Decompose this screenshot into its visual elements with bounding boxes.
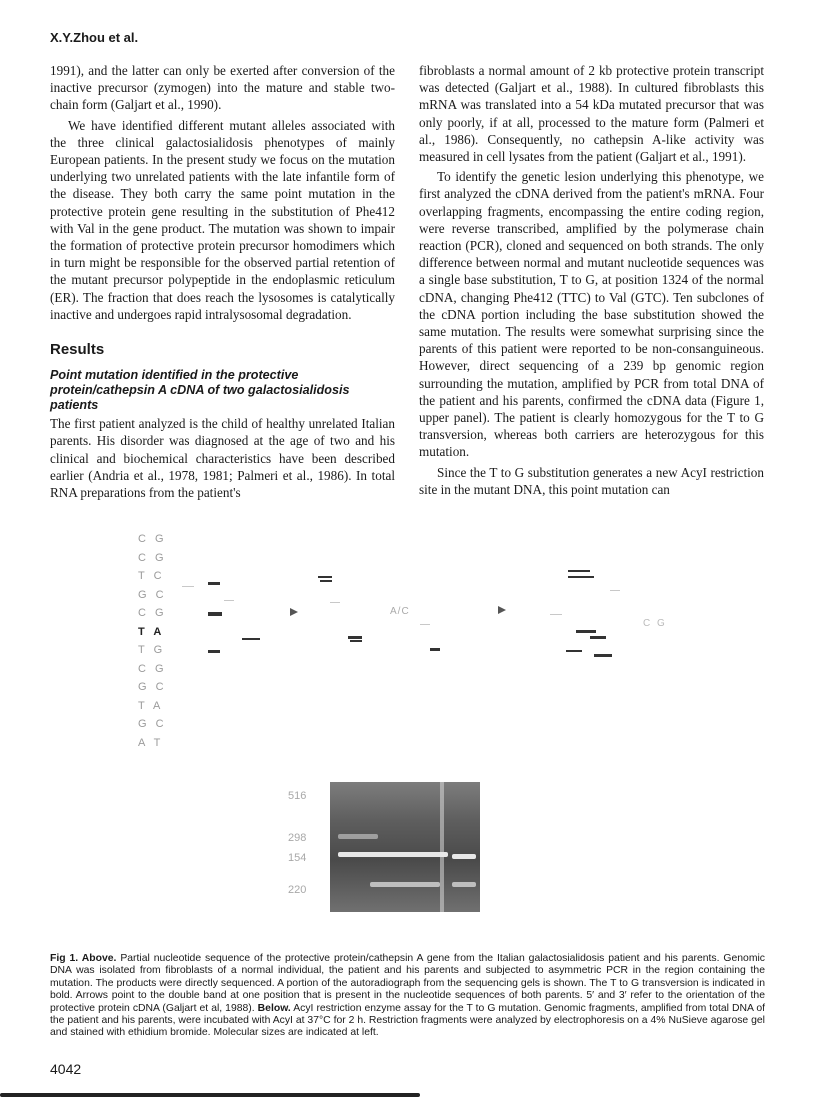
- sequencing-gel-figure: [130, 510, 690, 760]
- right-paragraph-1: fibroblasts a normal amount of 2 kb protective protein transcript was detected (Galjart et al., 1988). In cultured fibroblasts this mRNA was translated into a 54 kDa mutated precursor that was only poorly, if at all, processed to the mature form (Palmeri et al., 1986). Consequently, no cathepsin A-like activity was measured in cell lysates from the patient (Galjart et al., 1991).: [419, 63, 764, 165]
- caption-text-above: Partial nucleotide sequence of the protective protein/cathepsin A gene from the Italian galactosialidosis patient and his parents. Genomic DNA was isolated from fibroblasts of a normal individual, the patient and his parents and subjected to asymmetric PCR in the region containing the mutation. The products were directly sequenced. A portion of the autoradiograph from the sequencing gels is shown. The T to G transversion is indicated in bold. Arrows point to the double band at one position that is present in the nucleotide sequences of both parents. 5′ and 3′ refer to the orientation of the protective protein cDNA (Galjart et al, 1988).: [50, 953, 765, 1014]
- right-paragraph-3: Since the T to G substitution generates a new AcyI restriction site in the mutant DNA, this point mutation can: [419, 464, 764, 497]
- sequence-row: G C: [138, 681, 167, 693]
- size-label: 220: [288, 884, 307, 896]
- gel-band: [338, 852, 448, 857]
- right-column: [419, 62, 764, 498]
- caption-text-below: AcyI restriction enzyme assay for the T to G mutation. Genomic fragments, amplified from total DNA of the patient and his parents, were incubated with AcyI at 37°C for 2 h. Restriction fragments were analyzed by electrophoresis on a 4% NuSieve agarose gel and stained with ethidium bromide. Molecular sizes are indicated at left.: [50, 1002, 765, 1039]
- lane-divider: [440, 782, 444, 912]
- mid-sequence-label: A/C: [390, 606, 410, 617]
- figure-caption: [50, 953, 765, 1040]
- sequence-row: C G: [138, 533, 167, 545]
- left-paragraph-1: 1991), and the latter can only be exerted after conversion of the inactive precursor (zymogen) into the mature and stable two-chain form (Galjart et al., 1990).: [50, 63, 395, 113]
- sequence-row: C G: [138, 607, 167, 619]
- sequence-row: G C: [138, 718, 167, 730]
- caption-lead: Fig 1. Above.: [50, 953, 117, 964]
- sequence-row: T C: [138, 570, 165, 582]
- left-paragraph-3: The first patient analyzed is the child of healthy unrelated Italian parents. His disorder was diagnosed at the age of two and his clinical and biochemical characteristics have been described earlier (Andria et al., 1978, 1981; Palmeri et al., 1986). In total RNA preparations from the patient's: [50, 416, 395, 501]
- bottom-rule: [0, 1093, 420, 1097]
- section-heading-results: Results: [50, 341, 105, 359]
- sequence-row: A T: [138, 736, 164, 749]
- agarose-gel-photo: [330, 782, 480, 912]
- sequence-row-mutation: T A: [138, 625, 165, 638]
- subsection-heading: Point mutation identified in the protective protein/cathepsin A cDNA of two galactosialidosis patients: [50, 368, 350, 413]
- sequence-row: T G: [138, 644, 166, 656]
- sequence-row: G C: [138, 588, 167, 601]
- running-head: X.Y.Zhou et al.: [50, 30, 139, 45]
- sequencing-gel-image: [130, 510, 690, 760]
- sequence-row: C G: [138, 662, 167, 675]
- caption-below-lead: Below.: [257, 1002, 291, 1014]
- size-label: 516: [288, 790, 307, 802]
- gel-band: [338, 834, 378, 839]
- size-label: 154: [288, 852, 307, 864]
- restriction-gel-figure: [280, 782, 480, 912]
- right-paragraph-2: To identify the genetic lesion underlying this phenotype, we first analyzed the cDNA derived from the patient's mRNA. Four overlapping fragments, encompassing the entire coding region, were reverse transcribed, amplified by the polymerase chain reaction (PCR), cloned and sequenced on both strands. The only difference between normal and mutant nucleotide sequences was a single base substitution, T to G, at position 1324 of the normal cDNA, changing Phe412 (TTC) to Val (GTC). Ten subclones of the cDNA portion including the base substitution showed the same mutation. The results were somewhat surprising since the parents of this patient were reported to be non-consanguineous. However, direct sequencing of a 239 bp genomic region surrounding the mutation, amplified by PCR from total DNA of the patient and his parents, confirmed the cDNA data (Figure 1, upper panel). The patient is clearly homozygous for the T to G transversion, whereas both carriers are heterozygous for this mutation.: [419, 169, 764, 460]
- left-column: [50, 62, 395, 501]
- right-sequence-label: C G: [643, 618, 667, 629]
- sequence-letters: [138, 530, 178, 752]
- left-paragraph-2: We have identified different mutant alleles associated with the three clinical galactosialidosis phenotypes of mainly European patients. In the present study we focus on the mutation underlying two unrelated patients with the late infantile form of the disease. They both carry the same point mutation in the protective protein gene resulting in the substitution of Phe412 with Val in the gene product. The mutation was shown to impair the formation of protective protein precursor homodimers which in turn might be responsible for the observed partial retention of the mutant precursor polypeptide in the endoplasmic reticulum (ER). The fraction that does reach the lysosomes is catalytically inactive and undergoes rapid intralysosomal degradation.: [50, 117, 395, 322]
- sequence-row: T A: [138, 699, 164, 712]
- gel-band: [452, 854, 476, 859]
- size-label: 298: [288, 832, 307, 844]
- page-number: 4042: [50, 1061, 82, 1077]
- gel-band: [370, 882, 440, 887]
- gel-band: [452, 882, 476, 887]
- sequence-row: C G: [138, 551, 167, 564]
